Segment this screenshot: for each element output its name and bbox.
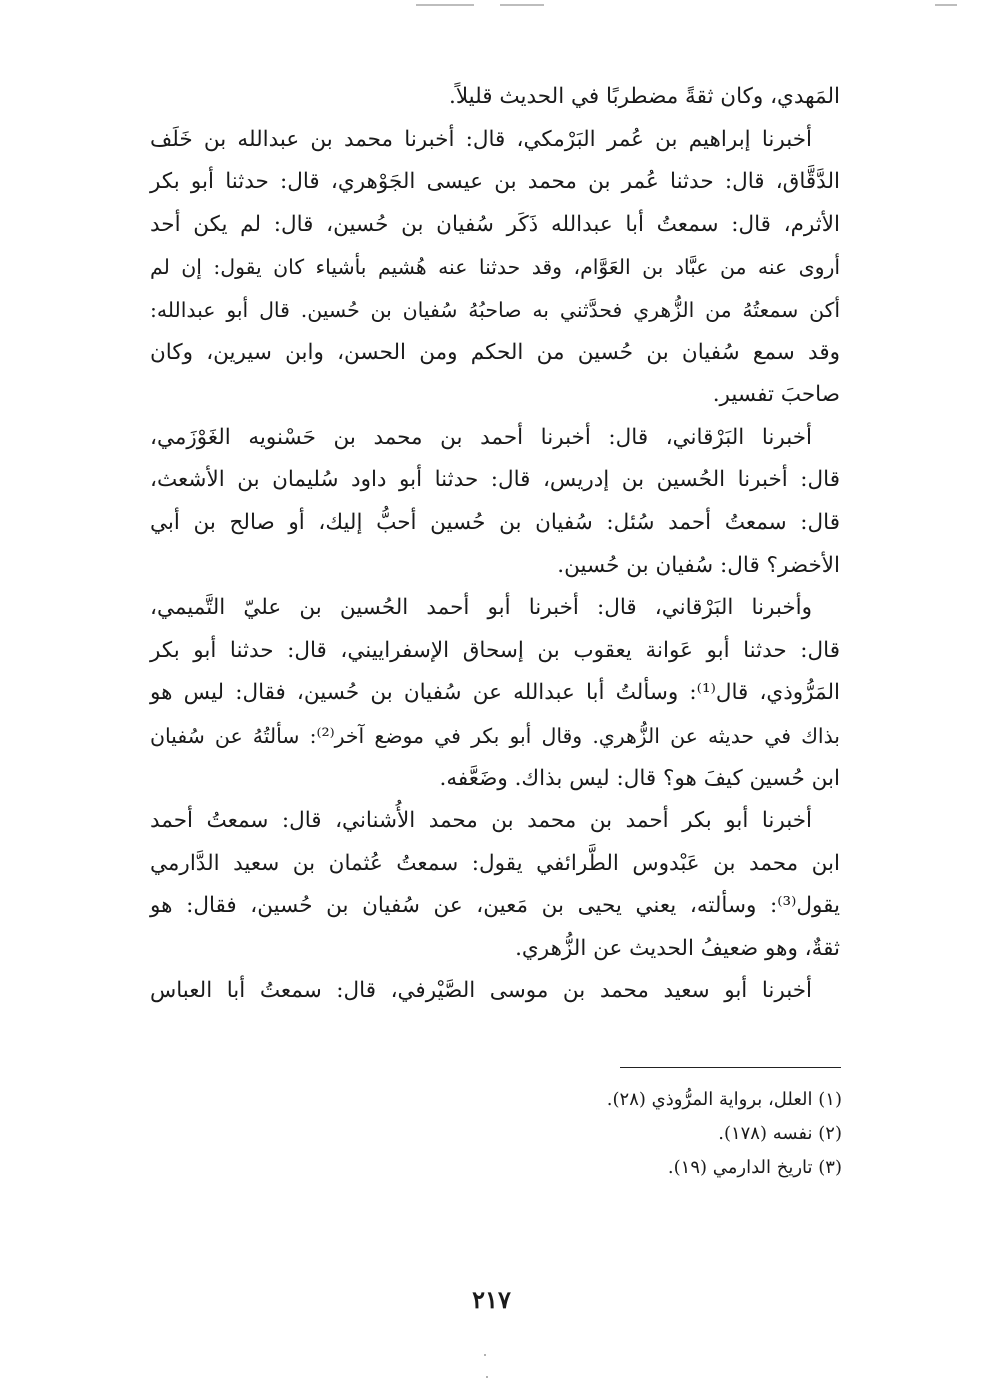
text-line: أروى عنه من عبَّاد بن العَوَّام، وقد حدثنا عنه هُشيم بأشياء كان يقول: إن لم: [150, 255, 840, 280]
text-line: المَهدي، وكان ثقةً مضطربًا في الحديث قليلاً.: [449, 84, 840, 109]
text-line: ثقةٌ، وهو ضعيفُ الحديث عن الزُّهري.: [515, 935, 840, 961]
text-line: بذاك في حديثه عن الزُّهري. وقال أبو بكر في موضع آخر⁽²⁾: سألتُهُ عن سُفيان: [150, 723, 840, 748]
text-line: الأخضر؟ قال: سُفيان بن حُسين.: [557, 552, 840, 578]
text-line: ابن حُسين كيفَ هو؟ قال: ليس بذاك. وضَعَّفه.: [439, 765, 840, 791]
scan-speck: [486, 1376, 488, 1378]
text-line: أخبرنا أبو سعيد محمد بن موسى الصَّيْرفي، قال: سمعتُ أبا العباس: [150, 978, 812, 1004]
text-line: أكن سمعتُهُ من الزُّهري فحدَّثني به صاحبُهُ سُفيان بن حُسين. قال أبو عبدالله:: [150, 297, 840, 322]
text-line: المَرُّوذي، قال⁽¹⁾: وسألتُ أبا عبدالله عن سُفيان بن حُسين، فقال: ليس هو: [150, 680, 841, 706]
text-line: الدَّقَّاق، قال: حدثنا عُمر بن محمد بن عيسى الجَوْهري، قال: حدثنا أبو بكر: [150, 169, 840, 195]
top-edge-mark: [935, 4, 957, 6]
footnote-3: (٣) تاريخ الدارمي (١٩).: [667, 1157, 842, 1178]
text-line: أخبرنا إبراهيم بن عُمر البَرْمكي، قال: أخبرنا محمد بن عبدالله بن خَلَف: [150, 126, 812, 152]
scan-speck: [484, 1354, 486, 1356]
text-line: قال: حدثنا أبو عَوانة يعقوب بن إسحاق الإسفراييني، قال: حدثنا أبو بكر: [150, 637, 840, 663]
footnotes: [300, 1083, 842, 1185]
page-number: ٢١٧: [472, 1285, 511, 1314]
main-text: [150, 76, 840, 1013]
text-line: يقول⁽³⁾: وسألته، يعني يحيى بن مَعين، عن سُفيان بن حُسين، فقال: هو: [150, 893, 840, 919]
footnote-separator: [620, 1067, 841, 1068]
top-edge-mark: [500, 4, 544, 6]
top-edge-mark: [416, 4, 474, 6]
text-line: أخبرنا أبو بكر أحمد بن محمد بن محمد الأُشناني، قال: سمعتُ أحمد: [150, 808, 812, 834]
text-line: ابن محمد بن عَبْدوس الطَّرائفي يقول: سمعتُ عُثمان بن سعيد الدَّارمي: [150, 850, 840, 876]
footnote-2: (٢) نفسه (١٧٨).: [718, 1123, 842, 1144]
text-line: الأثرم، قال: سمعتُ أبا عبدالله ذَكَر سُفيان بن حُسين، قال: لم يكن أحد: [150, 211, 840, 237]
text-line: صاحبَ تفسير.: [712, 382, 840, 408]
footnote-1: (١) العلل، برواية المرُّوذي (٢٨).: [606, 1089, 842, 1110]
text-line: أخبرنا البَرْقاني، قال: أخبرنا أحمد بن محمد بن حَسْنويه الغَوْزَمي،: [150, 424, 812, 450]
text-line: وقد سمع سُفيان بن حُسين من الحكم ومن الحسن، وابن سيرين، وكان: [150, 339, 840, 365]
text-line: وأخبرنا البَرْقاني، قال: أخبرنا أبو أحمد الحُسين بن عليّ التَّميمي،: [150, 595, 812, 621]
text-line: قال: أخبرنا الحُسين بن إدريس، قال: حدثنا أبو داود سُليمان بن الأشعث،: [150, 467, 840, 493]
text-line: قال: سمعتُ أحمد سُئل: سُفيان بن حُسين أحبُّ إليك، أو صالح بن أبي: [150, 509, 840, 535]
